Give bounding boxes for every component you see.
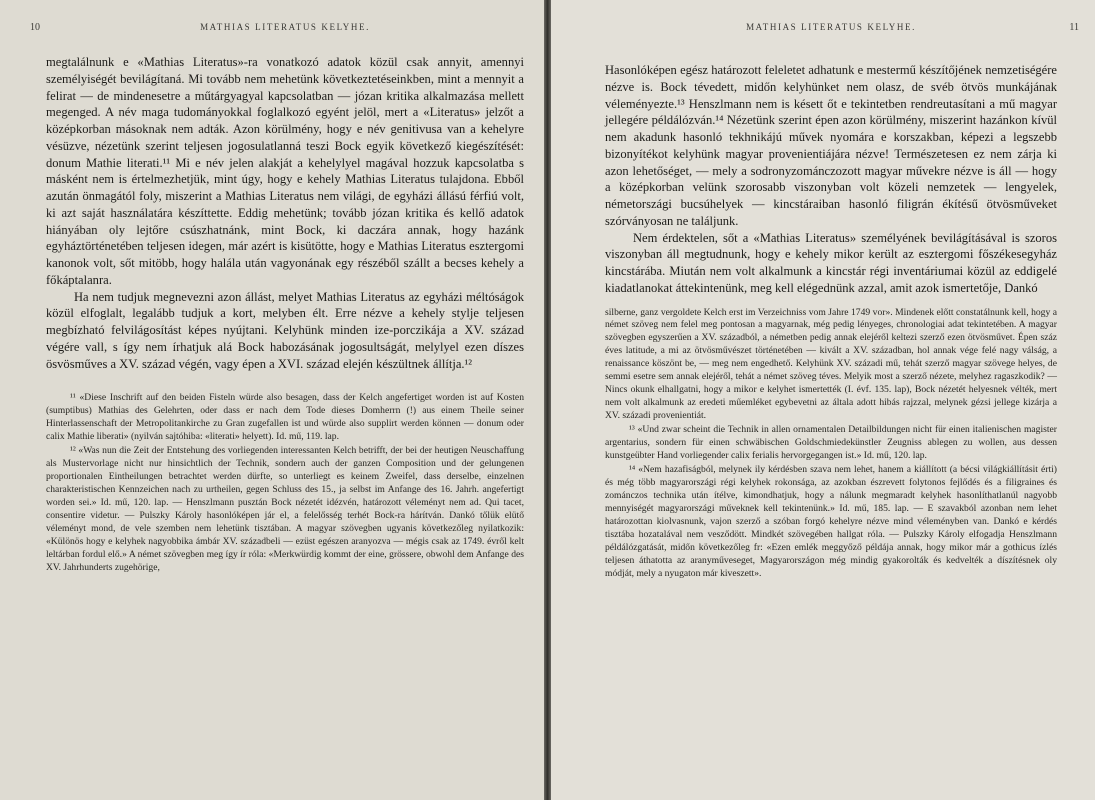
footnote: ¹³ «Und zwar scheint die Technik in allen ornamentalen Detailbildungen nicht für einen italienischen magister argentarius, sondern für einen schwäbischen Goldschmiedekünstler Zeugniss ablegen zu wollen, aus dessen kunstgeübter Hand vorliegender calix ferialis hervorgegangen ist.» Id. mű, 120. lap. <box>605 424 1057 461</box>
book-gutter <box>544 0 551 800</box>
left-running-head <box>30 22 524 38</box>
page-number: 10 <box>30 22 40 33</box>
paragraph: Ha nem tudjuk megnevezni azon állást, melyet Mathias Literatus az egyházi méltóságok közül elfoglalt, legalább tudjuk a kort, melyben élt. Erre nézve a kehely stylje teljesen megbízható felvilágosítást képes nyújtani. Kelyhünk minden ize-porczikája a XV. század végére vall, s így nem írhatjuk alá Bock habozásának jogosultságát, melylyel ezen díszes ösvösműves a XV. század végén, vagy épen a XVI. század elején készültnek állítja.¹² <box>46 289 524 371</box>
left-page <box>0 0 544 800</box>
running-title: MATHIAS LITERATUS KELYHE. <box>746 22 916 32</box>
right-footnotes <box>605 307 1057 581</box>
footnote: ¹⁴ «Nem hazafiságból, melynek ily kérdésben szava nem lehet, hanem a kiállított (a bécsi világkiállításit érti) és még több magyarországi régi kelyhek rokonsága, az azokban észrevett folytonos fejlődés és a filigraines és zománczos technika után ítélve, kimondhatjuk, hogy a nálunk megmaradt kelyhek hasonlíthatlanúl nagyobb mennyiségét magyarországi műveknek kell tekintenünk.» Id. mű, 185. lap. — E szavakból azonban nem lehet határozottan kiolvasnunk, vajon szerző a szóban forgó kehelyre nézve mind véleményben van. Dankó e kérdés tisztába hozatalával nem vesződött. Mindkét szövegében hallgat róla. — Pulszky Károly elfogadja Henszlmann példálózgatását, midőn következőleg fr: «Ezen emlék meggyőző példája annak, hogy mikor már a gothicus ízlés teljesen áthatotta az aranyműveseget, Magyarországon még mindig gyakorolták és kedvelték a díszítésnek oly módját, mely a nyugaton már kiveszett». <box>605 463 1057 579</box>
right-body-text <box>605 62 1057 297</box>
footnote: ¹² «Was nun die Zeit der Entstehung des vorliegenden interessanten Kelch betrifft, der bei der heutigen Neuschaffung als Mustervorlage nicht nur hinsichtlich der Technik, sondern auch der ganzen Composition und der gelungenen proportionalen Eintheilungen betrachtet werden dürfte, so unterliegt es keinem Zweifel, dass derselbe, einzelnen charakteristischen Kennzeichen nach zu urtheilen, gegen Schluss des 15., ja selbst im Anfange des 16. Jahrh. angefertigt worden sei.» Id. mű, 120. lap. — Henszlmann pusztán Bock nézetét idézvén, határozott véleményt nem ad. Qui tacet, consentire videtur. — Pulszky Károly hasonlóképen jár el, a felelősség terhét Bock-ra hárítván. Dankó tőlük elütő véleményt mond, de vele szemben nem lehetünk tisztában. A magyar szövegben ugyanis következőleg nyilatkozik: «Különös hogy e kelyhek nagyobbika ámbár XV. századbeli — ezüst egészen aranyozva — mégis csak az 1749. évről kelt leltárban fordul elő.» A német szövegben meg így ír róla: «Merkwürdig kommt der eine, grössere, obwohl dem Anfange des XV. Jahrhunderts zugehörige, <box>46 445 524 573</box>
left-body-text <box>46 54 524 372</box>
footnote-continuation: silberne, ganz vergoldete Kelch erst im Verzeichniss vom Jahre 1749 vor». Mindenek előtt constatálnunk kell, hogy a német szöveg nem felel meg pontosan a magyarnak, még pedig lényeges, chronologiai adat tekintetében. A magyar szövegben egyszerűen a XV. századból, a németben pedig annak elejéről keltezi szerző ezen ötvösművet. Épen száz éves latitude, a mi az ötvösművészet történetében — kivált a XV. században, hol annak vége felé nagy válság, a renaissance köszönt be, — meg nem engedhető. Kelyhünk XV. századi mű, tehát szerző magyar szövege helyes, de semmi esetre sem annak elejéről, tehát a német szöveg téves. Melyik most a szerző nézete, melyhez ragaszkodik? — Nincs okunk elhallgatni, hogy a mikor e kelyhet ismertették (I. évf. 135. lap), Bock nézetét helyesnek vélték, mert nem volt alkalmunk az eredeti műemléket egybevetni az általa adott hibás rajzzal, melynek gézsi jellege kizárja a XV. századi provenientiát. <box>605 306 1057 422</box>
paragraph: Nem érdektelen, sőt a «Mathias Literatus» személyének bevilágításával is szoros viszonyban áll megtudnunk, hogy e kehely mikor került az esztergomi főszékesegyház kincstárába. Miután nem volt alkalmunk a kincstár régi inventáriumai közül az eddigelé kiadatlanokat áttekintenünk, meg kell elégednünk azzal, amit azok ismertetője, Dankó <box>605 230 1057 295</box>
running-title: MATHIAS LITERATUS KELYHE. <box>200 22 370 32</box>
right-page <box>551 0 1095 800</box>
paragraph: megtalálnunk e «Mathias Literatus»-ra vonatkozó adatok közül csak annyit, amennyi személyiségét bevilágítaná. Mi tovább nem mehetünk következtetéseinkben, mint a mennyit a felirat — de mindenesetre a műtárgyagyal kapcsolatban — józan kritika alkalmazása mellett megenged. A név maga tudományokkal foglalkozó egyént jelöl, mert a «Literatus» jelzőt a középkorban másoknak nem adták. Azon körülmény, hogy e név genitivusa van a kehelyre vésüzve, nézetünk szerint teljesen jogosulatlanná teszi Bock egyik következő kiegészítését: donum Mathie literati.¹¹ Mi e név jelen alakját a kehelylyel magával hozzuk kapcsolatba s másként nem is értelmezhetjük, mint úgy, hogy e kehely Mathias Literatus tulajdona. Ebből azután önmagától foly, miszerint a Mathias Literatus nem világi, de egyházi állású férfiú volt, ki azt saját használatára készíttette. Eddig mehetünk; tovább józan kritika és kellő adatok hiányában oly lejtőre csúszhatnánk, mint Bock, ki daczára annak, hogy hazánk egyháztörténetében teljesen idegen, már azért is kisütötte, hogy e Mathias Literatus esztergomi kanonok volt, sőt mitöbb, hogy halála után vagyonának egy részéből szállt a becses kehely a főkáptalanra. <box>46 55 524 287</box>
right-running-head <box>605 22 1079 38</box>
paragraph: Hasonlóképen egész határozott feleletet adhatunk e mestermű készítőjének nemzetiségére nézve is. Bock tévedett, midőn kelyhünket nem olasz, de svéb ötvös munkájának véleményezte.¹³ Henszlmann nem is késett őt e tekintetben rendreutasítani a mű magyar jellegére példálózván.¹⁴ Nézetünk szerint épen azon körülmény, miszerint hazánkon kívül nem akadunk hasonló tekhnikájú művek nyomára e korszakban, képezi a legszebb bizonyítékot kelyhünk magyar provenientiájára nézve! Természetesen ez nem zárja ki azon lehetőséget, — mely a sodronyzománczozott magyar művekre nézve is áll — hogy a középkorban velünk szorosabb viszonyban volt közeli nemzetek — lengyelek, németországi bucsúhelyek — kincstáraiban hasonló filigrán ékítésű ötvösműveket szórványosan ne találjunk. <box>605 63 1057 228</box>
left-footnotes <box>46 392 524 574</box>
page-number: 11 <box>1069 22 1079 33</box>
footnote: ¹¹ «Diese Inschrift auf den beiden Fisteln würde also besagen, dass der Kelch angefertiget worden ist auf Kosten (sumptibus) Mathias des Gelehrten, oder dass er nach dem Tode dieses Domherrn (!) aus einem Theile seiner Hinterlassenschaft der Metropolitankirche zu Gran zugefallen ist und würde also supplirt werden können — donum oder calix Mathie liberati» (nyilván sajtóhiba: «literati» helyett). Id. mű, 119. lap. <box>46 392 524 443</box>
